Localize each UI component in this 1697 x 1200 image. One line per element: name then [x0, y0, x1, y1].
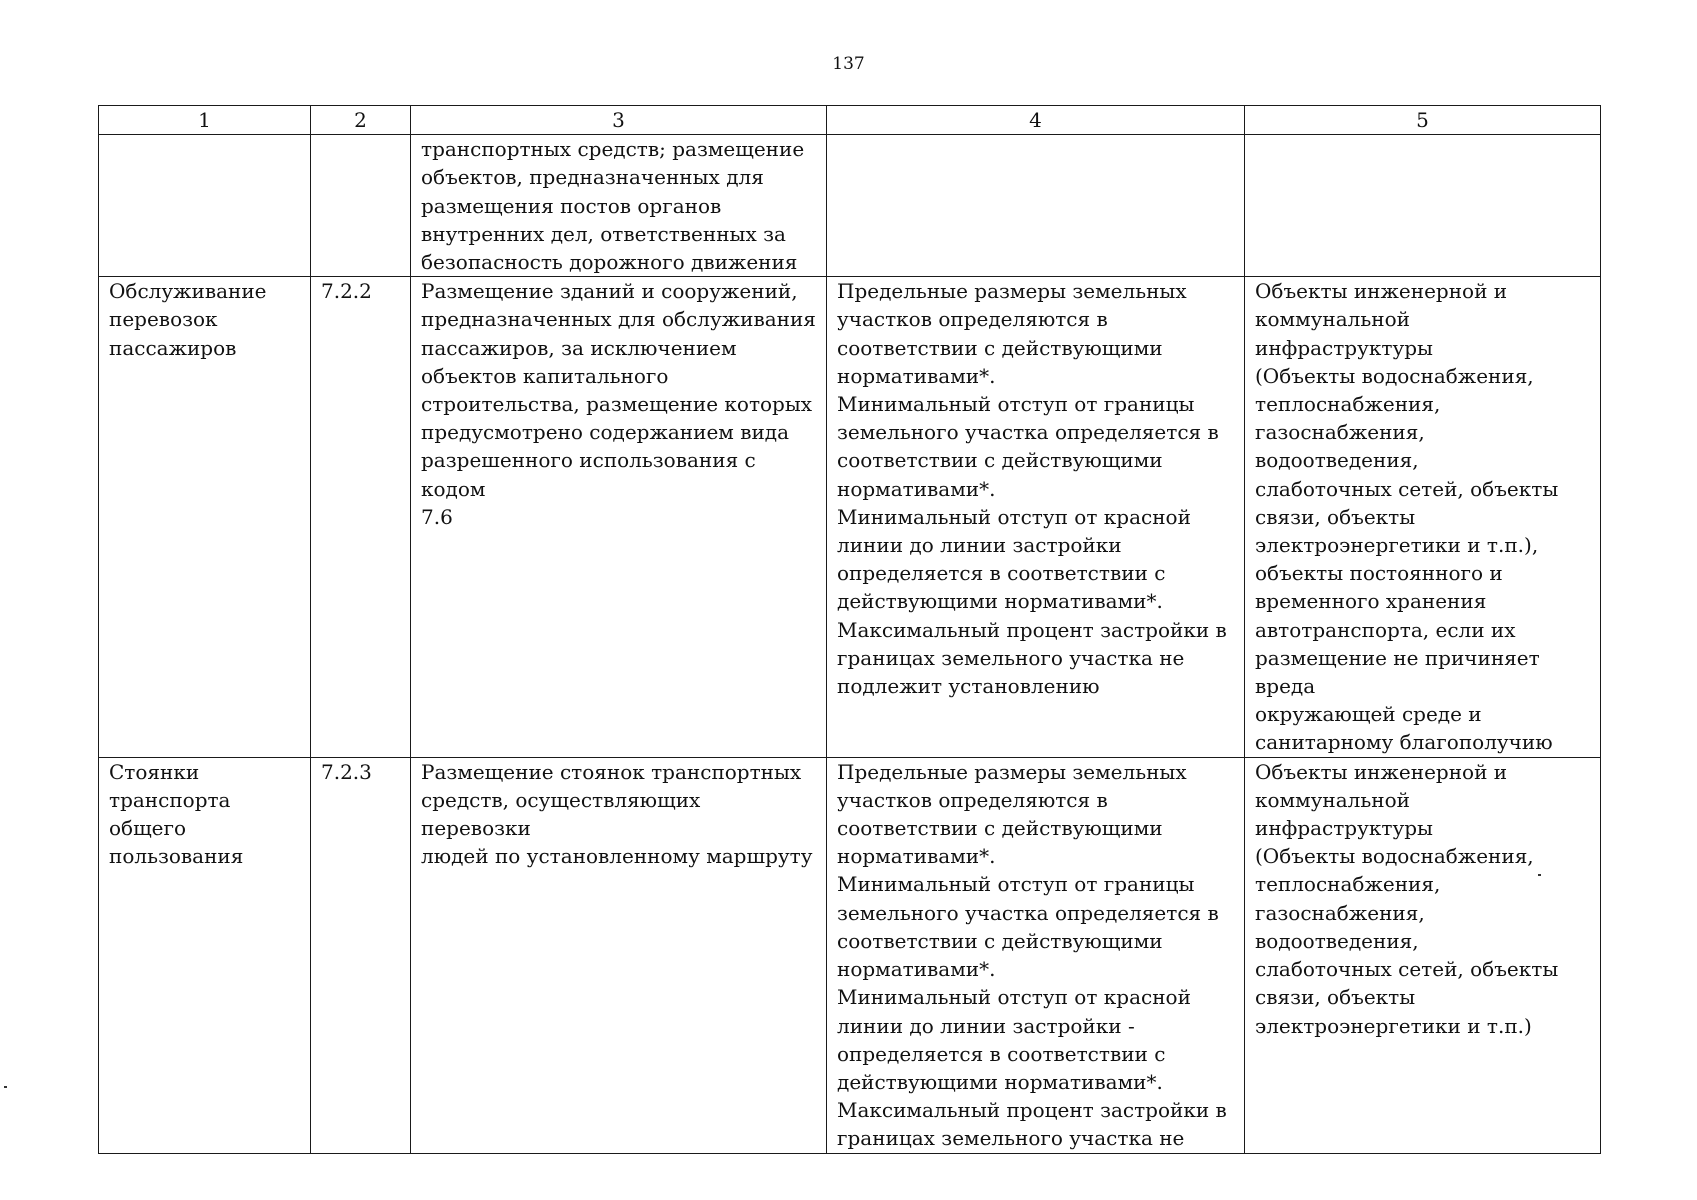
use-code-cell: 7.2.2 [311, 277, 411, 757]
column-number-1: 1 [99, 106, 311, 135]
table-row [99, 757, 1601, 1153]
parameters-cell: Предельные размеры земельных участков определяются в соответствии с действующими нормативами*. Минимальный отступ от границы земельного участка определяется в соответствии с действующими нормативами*. Минимальный отступ от красной линии до линии застройки - определяется в соответствии с действующими нормативами*. Максимальный процент застройки в границах земельного участка не [827, 757, 1245, 1153]
column-number-5: 5 [1245, 106, 1601, 135]
land-use-table [98, 105, 1601, 1154]
column-number-3: 3 [411, 106, 827, 135]
table-row [99, 277, 1601, 757]
use-name-cell: Обслуживание перевозок пассажиров [99, 277, 311, 757]
use-code-cell [311, 135, 411, 277]
column-number-row [99, 106, 1601, 135]
page-number: 137 [832, 54, 865, 74]
table-row [99, 135, 1601, 277]
column-number-4: 4 [827, 106, 1245, 135]
parameters-cell: Предельные размеры земельных участков определяются в соответствии с действующими нормативами*. Минимальный отступ от границы земельного участка определяется в соответствии с действующими нормативами*. Минимальный отступ от красной линии до линии застройки определяется в соответствии с действующими нормативами*. Максимальный процент застройки в границах земельного участка не подлежит установлению [827, 277, 1245, 757]
auxiliary-uses-cell: Объекты инженерной и коммунальной инфраструктуры (Объекты водоснабжения, теплоснабжения, газоснабжения, водоотведения, слаботочных сетей, объекты связи, объекты электроэнергетики и т.п.), объекты постоянного и временного хранения автотранспорта, если их размещение не причиняет вреда окружающей среде и санитарному благополучию [1245, 277, 1601, 757]
use-description-cell: транспортных средств; размещение объектов, предназначенных для размещения постов органов внутренних дел, ответственных за безопасность дорожного движения [411, 135, 827, 277]
use-name-cell [99, 135, 311, 277]
use-description-cell: Размещение зданий и сооружений, предназначенных для обслуживания пассажиров, за исключением объектов капитального строительства, размещение которых предусмотрено содержанием вида разрешенного использования с кодом 7.6 [411, 277, 827, 757]
auxiliary-uses-cell: Объекты инженерной и коммунальной инфраструктуры (Объекты водоснабжения, теплоснабжения, газоснабжения, водоотведения, слаботочных сетей, объекты связи, объекты электроэнергетики и т.п.) [1245, 757, 1601, 1153]
scan-speck [4, 1086, 7, 1088]
parameters-cell [827, 135, 1245, 277]
scan-speck [1538, 874, 1541, 876]
use-name-cell: Стоянки транспорта общего пользования [99, 757, 311, 1153]
column-number-2: 2 [311, 106, 411, 135]
auxiliary-uses-cell [1245, 135, 1601, 277]
use-description-cell: Размещение стоянок транспортных средств, осуществляющих перевозки людей по установленному маршруту [411, 757, 827, 1153]
use-code-cell: 7.2.3 [311, 757, 411, 1153]
